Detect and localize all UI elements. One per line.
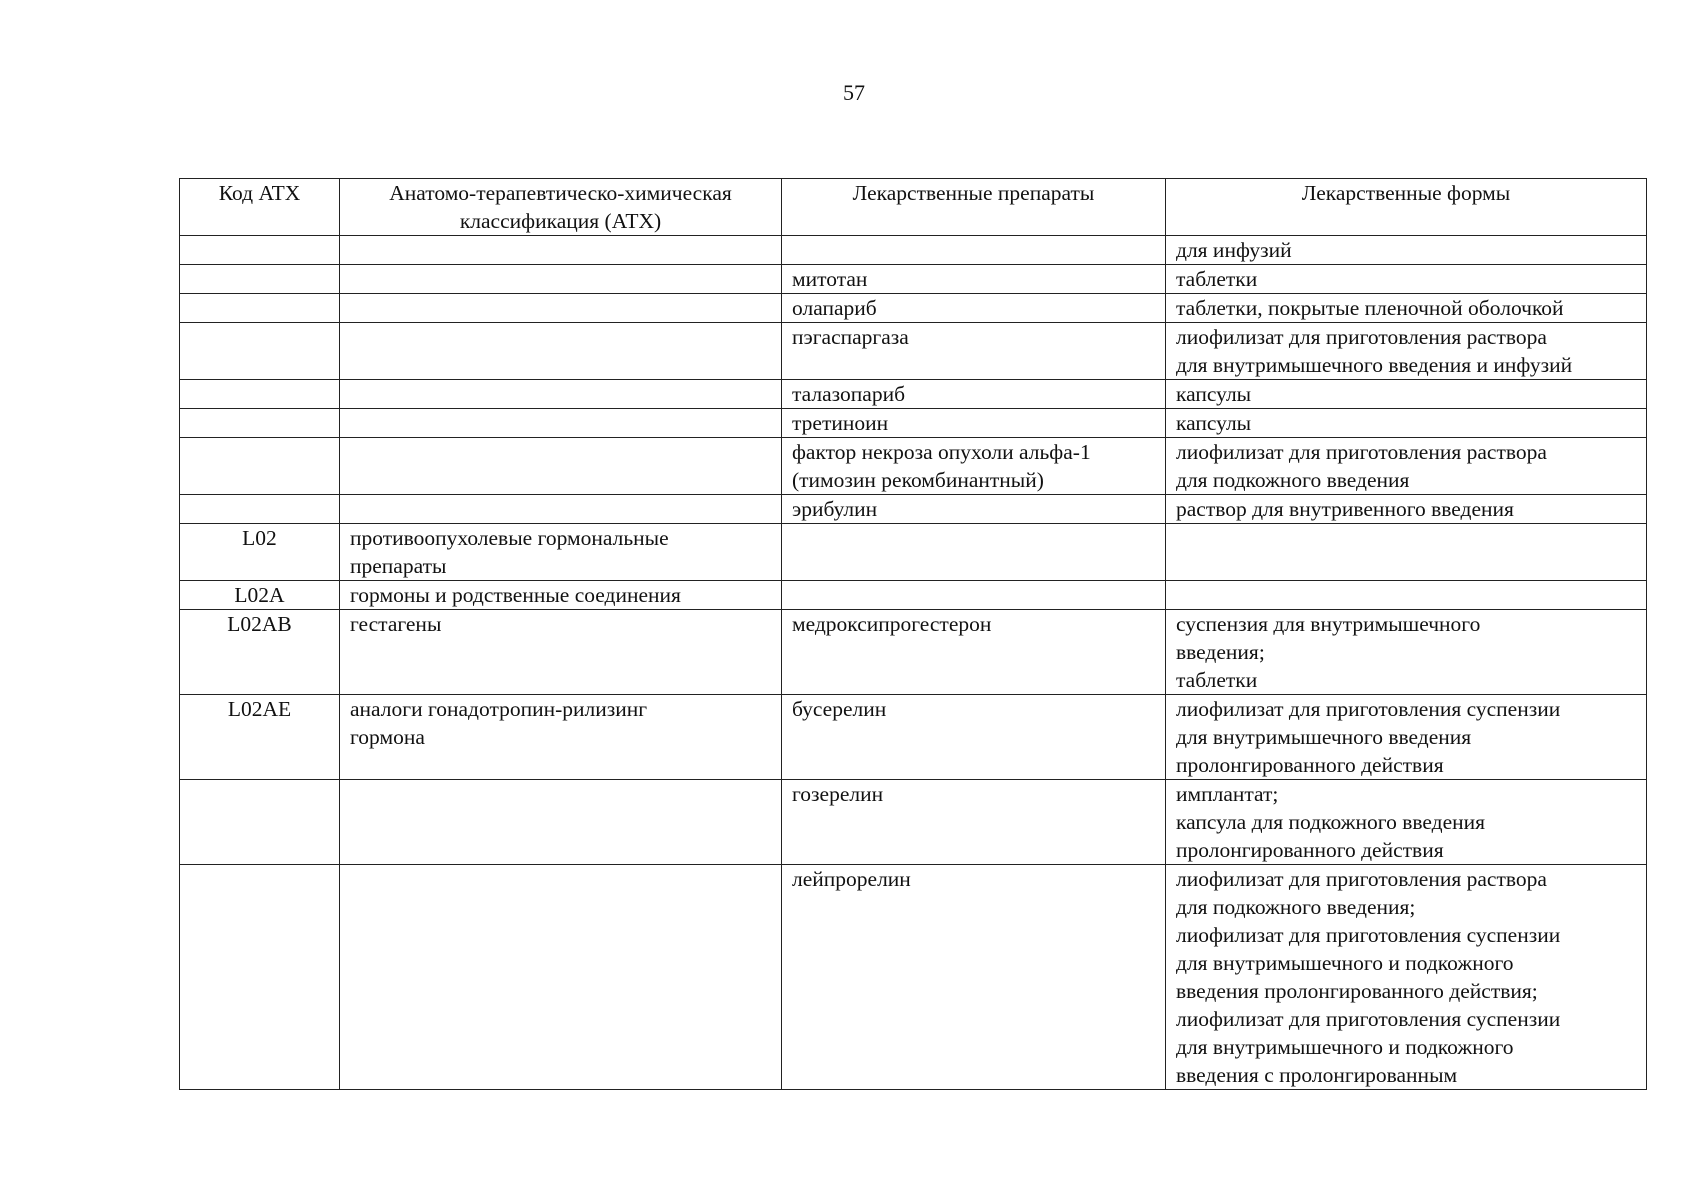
page-number: 57 — [843, 80, 865, 105]
drug-cell: эрибулин — [782, 495, 1166, 524]
table-header-row — [180, 179, 1647, 236]
atx-code-cell — [180, 294, 340, 323]
classification-cell — [340, 236, 782, 265]
table-row — [180, 380, 1647, 409]
classification-cell: противоопухолевые гормональные препараты — [340, 524, 782, 581]
drug-cell: митотан — [782, 265, 1166, 294]
header-drugs: Лекарственные препараты — [782, 179, 1166, 236]
table-row — [180, 581, 1647, 610]
drug-cell: гозерелин — [782, 780, 1166, 865]
dosage-form-cell: раствор для внутривенного введения — [1166, 495, 1647, 524]
drug-cell: третиноин — [782, 409, 1166, 438]
dosage-form-cell: имплантат; капсула для подкожного введения пролонгированного действия — [1166, 780, 1647, 865]
dosage-form-cell: таблетки, покрытые пленочной оболочкой — [1166, 294, 1647, 323]
drug-cell: пэгаспаргаза — [782, 323, 1166, 380]
header-dosage-forms: Лекарственные формы — [1166, 179, 1647, 236]
atx-code-cell — [180, 236, 340, 265]
dosage-form-cell: лиофилизат для приготовления раствора для внутримышечного введения и инфузий — [1166, 323, 1647, 380]
dosage-form-cell: таблетки — [1166, 265, 1647, 294]
drug-cell: талазопариб — [782, 380, 1166, 409]
dosage-form-cell — [1166, 524, 1647, 581]
drug-cell: бусерелин — [782, 695, 1166, 780]
atx-code-cell — [180, 265, 340, 294]
drug-cell — [782, 524, 1166, 581]
classification-cell — [340, 780, 782, 865]
classification-cell — [340, 323, 782, 380]
classification-cell: аналоги гонадотропин-рилизинг гормона — [340, 695, 782, 780]
header-atx-code: Код ATX — [180, 179, 340, 236]
atx-code-cell — [180, 780, 340, 865]
classification-cell: гестагены — [340, 610, 782, 695]
table-row — [180, 865, 1647, 1090]
atx-drug-table — [179, 178, 1647, 1090]
atx-code-cell — [180, 323, 340, 380]
atx-code-cell — [180, 865, 340, 1090]
atx-code-cell — [180, 380, 340, 409]
table-row — [180, 265, 1647, 294]
table-row — [180, 294, 1647, 323]
dosage-form-cell: капсулы — [1166, 380, 1647, 409]
classification-cell — [340, 294, 782, 323]
atx-code-cell — [180, 438, 340, 495]
table-row — [180, 323, 1647, 380]
table-row — [180, 524, 1647, 581]
classification-cell — [340, 265, 782, 294]
dosage-form-cell: лиофилизат для приготовления раствора для подкожного введения — [1166, 438, 1647, 495]
drug-cell: фактор некроза опухоли альфа-1 (тимозин рекомбинантный) — [782, 438, 1166, 495]
table-row — [180, 695, 1647, 780]
dosage-form-cell: для инфузий — [1166, 236, 1647, 265]
dosage-form-cell — [1166, 581, 1647, 610]
table-row — [180, 409, 1647, 438]
classification-cell — [340, 438, 782, 495]
table-row — [180, 438, 1647, 495]
atx-code-cell: L02AB — [180, 610, 340, 695]
dosage-form-cell: лиофилизат для приготовления раствора для подкожного введения; лиофилизат для приготовления суспензии для внутримышечного и подкожного введения пролонгированного действия; лиофилизат для приготовления суспензии для внутримышечного и подкожного введения с пролонгированным — [1166, 865, 1647, 1090]
atx-code-cell — [180, 409, 340, 438]
classification-cell: гормоны и родственные соединения — [340, 581, 782, 610]
classification-cell — [340, 409, 782, 438]
atx-code-cell: L02AE — [180, 695, 340, 780]
dosage-form-cell: капсулы — [1166, 409, 1647, 438]
classification-cell — [340, 495, 782, 524]
atx-code-cell — [180, 495, 340, 524]
drug-cell: олапариб — [782, 294, 1166, 323]
atx-code-cell: L02A — [180, 581, 340, 610]
drug-cell: медроксипрогестерон — [782, 610, 1166, 695]
header-atx-classification: Анатомо-терапевтическо-химическая классификация (АТХ) — [340, 179, 782, 236]
dosage-form-cell: лиофилизат для приготовления суспензии для внутримышечного введения пролонгированного действия — [1166, 695, 1647, 780]
atx-code-cell: L02 — [180, 524, 340, 581]
dosage-form-cell: суспензия для внутримышечного введения; таблетки — [1166, 610, 1647, 695]
drug-cell — [782, 581, 1166, 610]
classification-cell — [340, 380, 782, 409]
table-row — [180, 236, 1647, 265]
table-row — [180, 780, 1647, 865]
drug-cell — [782, 236, 1166, 265]
classification-cell — [340, 865, 782, 1090]
table-row — [180, 610, 1647, 695]
drug-cell: лейпрорелин — [782, 865, 1166, 1090]
table-row — [180, 495, 1647, 524]
